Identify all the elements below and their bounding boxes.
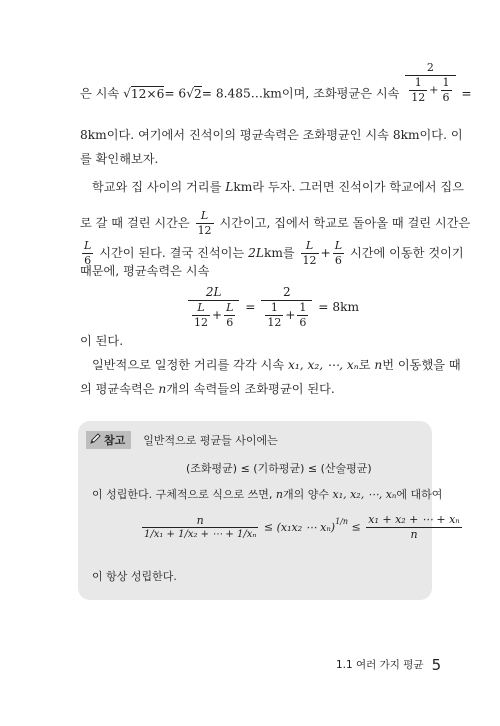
body-line-10: 의 평균속력은 n개의 속력들의 조화평균이 된다.: [80, 382, 335, 396]
note-last-line: 이 항상 성립한다.: [92, 570, 177, 583]
note-tag: [86, 431, 278, 449]
harmonic-fraction: 2 $\frac{1}{12}$ + $\frac{1}{6}$: [405, 62, 455, 104]
page-number: 5: [431, 656, 442, 674]
body-line-5: 로 갈 때 걸린 시간은 $\frac{L}{12}$ 시간이고, 집에서 학교로 돌아올 때 걸린 시간은: [80, 209, 471, 237]
section-title: 1.1 여러 가지 평균: [336, 659, 424, 671]
body-line-6: $\frac{L}{6}$ 시간이 된다. 결국 진석이는 2Lkm를 $\frac{L}{12}$ + $\frac{L}{6}$ 시간에 이동한 것이기: [84, 239, 464, 267]
page-footer: [336, 656, 441, 674]
mean-inequality-formula: $\frac{n}{\text{1/x₁ + 1/x₂ + ⋯ + 1/xₙ}}$ ≤ (x₁x₂ ⋯ xₙ)$^{1/n}$ ≤ $\frac{\text{x₁ + x₂ + ⋯ + xₙ}}{n}$: [144, 513, 460, 541]
body-line-7: 때문에, 평균속력은 시속: [80, 264, 210, 278]
text: = 6: [164, 86, 187, 101]
display-equation: 2L $\frac{L}{12}$ + $\frac{L}{6}$ = 2 $\frac{1}{12}$ + $\frac{1}{6}$ = 8km: [186, 286, 359, 329]
text: = 8.485…km이며, 조화평균은 시속: [201, 86, 400, 101]
body-line-4: 학교와 집 사이의 거리를 Lkm라 두자. 그러면 진석이가 학교에서 집으: [92, 180, 464, 194]
body-line-1: [80, 61, 472, 104]
fraction-2L: 2L $\frac{L}{12}$ + $\frac{L}{6}$: [188, 286, 239, 329]
text: 은 시속: [80, 86, 120, 101]
note-heading: 일반적으로 평균들 사이에는: [143, 434, 278, 447]
geometric-mean: (x₁x₂ ⋯ xₙ)$^{1/n}$: [276, 516, 349, 534]
note-inequality: (조화평균) ≤ (기하평균) ≤ (산술평균): [186, 462, 372, 475]
harmonic-mean: $\frac{n}{\text{1/x₁ + 1/x₂ + ⋯ + 1/xₙ}}$: [144, 513, 257, 540]
sqrt-2: √2: [186, 86, 202, 101]
body-line-3: 를 확인해보자.: [80, 152, 159, 166]
pencil-icon: [89, 432, 102, 448]
body-line-8: 이 된다.: [80, 334, 124, 348]
body-line-2: 8km이다. 여기에서 진석이의 평균속력은 조화평균인 시속 8km이다. 이: [80, 128, 463, 142]
sqrt-expression: √12×6: [123, 86, 165, 101]
note-line-3: 이 성립한다. 구체적으로 식으로 쓰면, n개의 양수 x₁, x₂, ⋯, xₙ에 대하여: [92, 488, 443, 501]
note-tag-label: 참고: [86, 431, 131, 449]
fraction-2: 2 $\frac{1}{12}$ + $\frac{1}{6}$: [261, 286, 312, 329]
body-line-9: 일반적으로 일정한 거리를 각각 시속 x₁, x₂, ⋯, xₙ로 n번 이동했을 때: [92, 358, 461, 372]
arithmetic-mean: $\frac{\text{x₁ + x₂ + ⋯ + xₙ}}{n}$: [368, 513, 460, 541]
text: =: [461, 86, 472, 101]
